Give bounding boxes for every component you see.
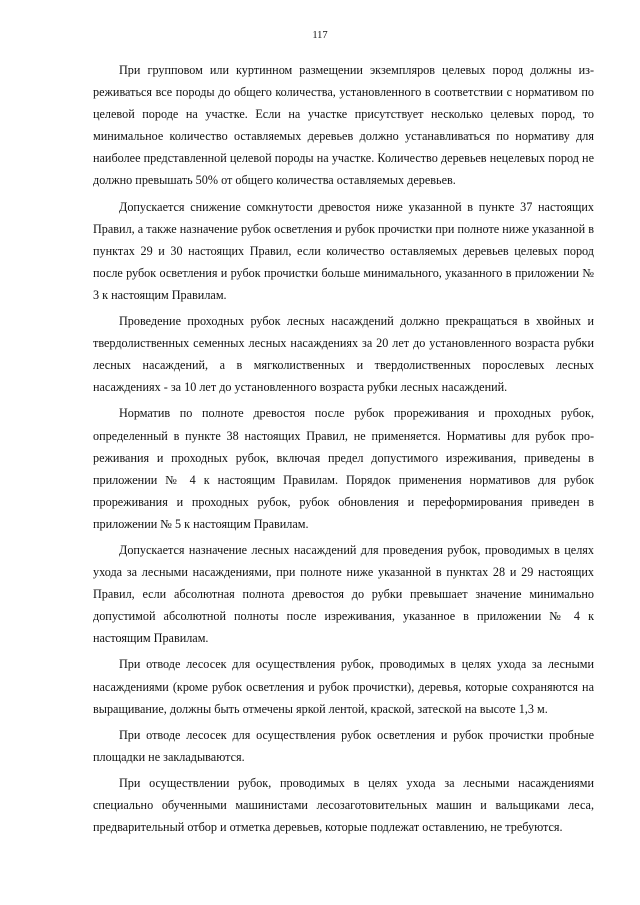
paragraph-6: При отводе лесосек для осуществления рубок, проводимых в целях ухода за лесными насаждениями (кроме рубок осветления и рубок прочистки), деревья, которые сохраняются на выращивание, должны быть отмечены яркой лентой, краской, затеской на высоте 1,3 м. — [93, 657, 594, 716]
paragraph-3: Проведение проходных рубок лесных насаждений должно прекращаться в хвойных и твердолиственных семенных лесных насаждениях за 20 лет до установленного возраста рубки лесных насаждений, а в мягколиственных и твердолиственных порослевых лесных насаждениях - за 10 лет до установленного возраста рубки лесных насаждений. — [93, 314, 594, 395]
paragraph-1: При групповом или куртинном размещении экземпляров целевых пород должны изреживаться все породы до общего количества, установленного в соответствии с нормативом по целевой породе на участке. Если на участке присутствует несколько целевых пород, то минимальное количество оставляемых деревьев должно устанавливаться по нормативу для наиболее представленной целевой породы на участке. Количество деревьев нецелевых пород не должно превышать 50% от общего количества оставляемых деревьев. — [93, 63, 594, 188]
document-body — [93, 59, 594, 838]
paragraph-5: Допускается назначение лесных насаждений для проведения рубок, проводимых в целях ухода за лесными насаждениями, при полноте ниже указанной в пунктах 28 и 29 настоящих Правил, если абсолютная полнота древостоя до рубки превышает значение минимально допустимой абсолютной полноты после изреживания, указанное в приложении № 4 к настоящим Правилам. — [93, 542, 594, 646]
paragraph-7: При отводе лесосек для осуществления рубок осветления и рубок прочистки пробные площадки не закладываются. — [93, 727, 594, 764]
page-number: 117 — [312, 30, 328, 41]
paragraph-4: Норматив по полноте древостоя после рубок прореживания и проходных рубок, определенный в пункте 38 настоящих Правил, не применяется. Нормативы для рубок прореживания и проходных рубок, включая предел допустимого изреживания, приведены в приложении № 4 к настоящим Правилам. Порядок применения нормативов для рубок прореживания и проходных рубок, рубок обновления и переформирования приведен в приложении № 5 к настоящим Правилам. — [93, 406, 594, 531]
paragraph-8: При осуществлении рубок, проводимых в целях ухода за лесными насаждениями специально обученными машинистами лесозаготовительных машин и вальщиками леса, предварительный отбор и отметка деревьев, которые подлежат оставлению, не требуются. — [93, 775, 594, 835]
paragraph-2: Допускается снижение сомкнутости древостоя ниже указанной в пункте 37 настоящих Правил, а также назначение рубок осветления и рубок прочистки при полноте ниже указанной в пунктах 29 и 30 настоящих Правил, если количество оставляемых деревьев целевых пород после рубок осветления и рубок прочистки больше минимального, указанного в приложении № 3 к настоящим Правилам. — [93, 199, 594, 302]
